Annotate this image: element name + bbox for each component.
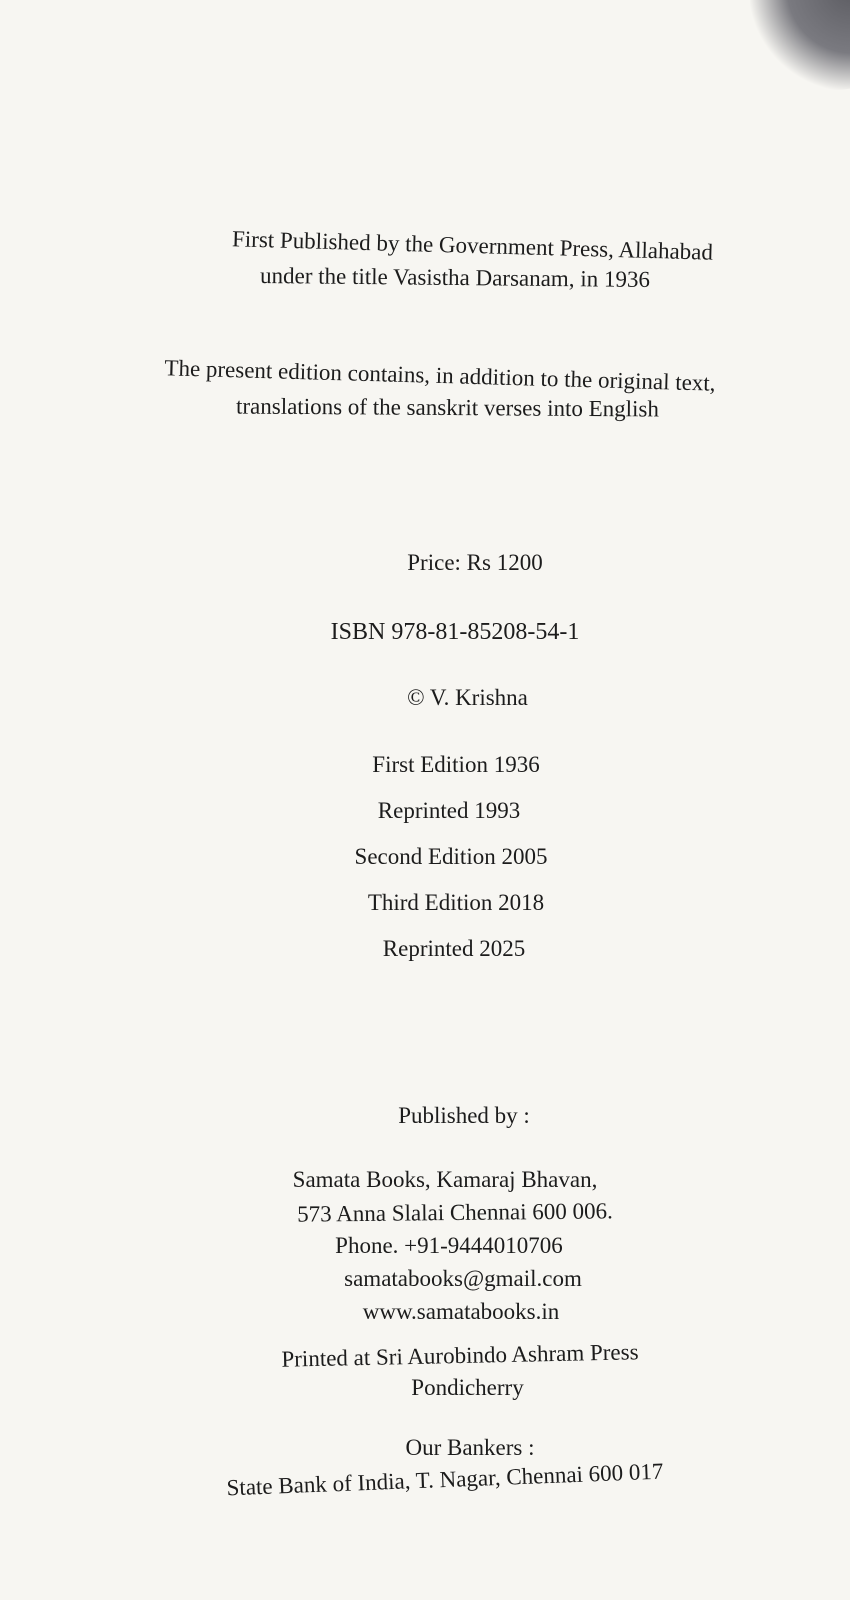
publisher-heading-block — [0, 1100, 850, 1132]
present-edition-line-1: The present edition contains, in addition to the original text, — [164, 355, 716, 396]
price: Price: Rs 1200 — [407, 550, 543, 575]
publisher-address-line: Samata Books, Kamaraj Bhavan, — [292, 1167, 598, 1192]
publisher-phone: Phone. +91-9444010706 — [335, 1233, 563, 1258]
edition-entry: First Edition 1936 — [372, 752, 540, 777]
edition-entry: Reprinted 2025 — [382, 936, 526, 961]
first-published-line-1: First Published by the Government Press, Allahabad — [231, 226, 714, 265]
edition-entry: Reprinted 1993 — [377, 798, 521, 823]
present-edition-note — [0, 355, 850, 424]
edition-entry: Second Edition 2005 — [354, 844, 548, 869]
price-block — [0, 547, 850, 579]
bankers-value: State Bank of India, T. Nagar, Chennai 600 017 — [226, 1458, 664, 1501]
present-edition-line-2: translations of the sanskrit verses into English — [235, 393, 660, 422]
first-published-line-2: under the title Vasistha Darsanam, in 1936 — [259, 262, 651, 293]
first-published-note — [0, 226, 850, 294]
printer-note — [0, 1340, 850, 1404]
publisher-email: samatabooks@gmail.com — [344, 1266, 582, 1291]
publisher-label: Published by : — [398, 1103, 530, 1128]
edition-history — [0, 742, 850, 972]
isbn-block — [0, 616, 850, 648]
edition-entry: Third Edition 2018 — [367, 890, 545, 915]
isbn: ISBN 978-81-85208-54-1 — [330, 619, 580, 645]
copyright-block — [0, 682, 850, 714]
copyright-notice: © V. Krishna — [407, 685, 528, 710]
bankers-label: Our Bankers : — [405, 1435, 535, 1460]
publisher-website: www.samatabooks.in — [362, 1299, 560, 1324]
printer-line-1: Printed at Sri Aurobindo Ashram Press — [281, 1339, 639, 1372]
printer-line-2: Pondicherry — [411, 1375, 524, 1400]
bankers-note — [0, 1432, 850, 1501]
publisher-address-line: 573 Anna Slalai Chennai 600 006. — [297, 1198, 613, 1227]
publisher-address — [0, 1163, 850, 1328]
